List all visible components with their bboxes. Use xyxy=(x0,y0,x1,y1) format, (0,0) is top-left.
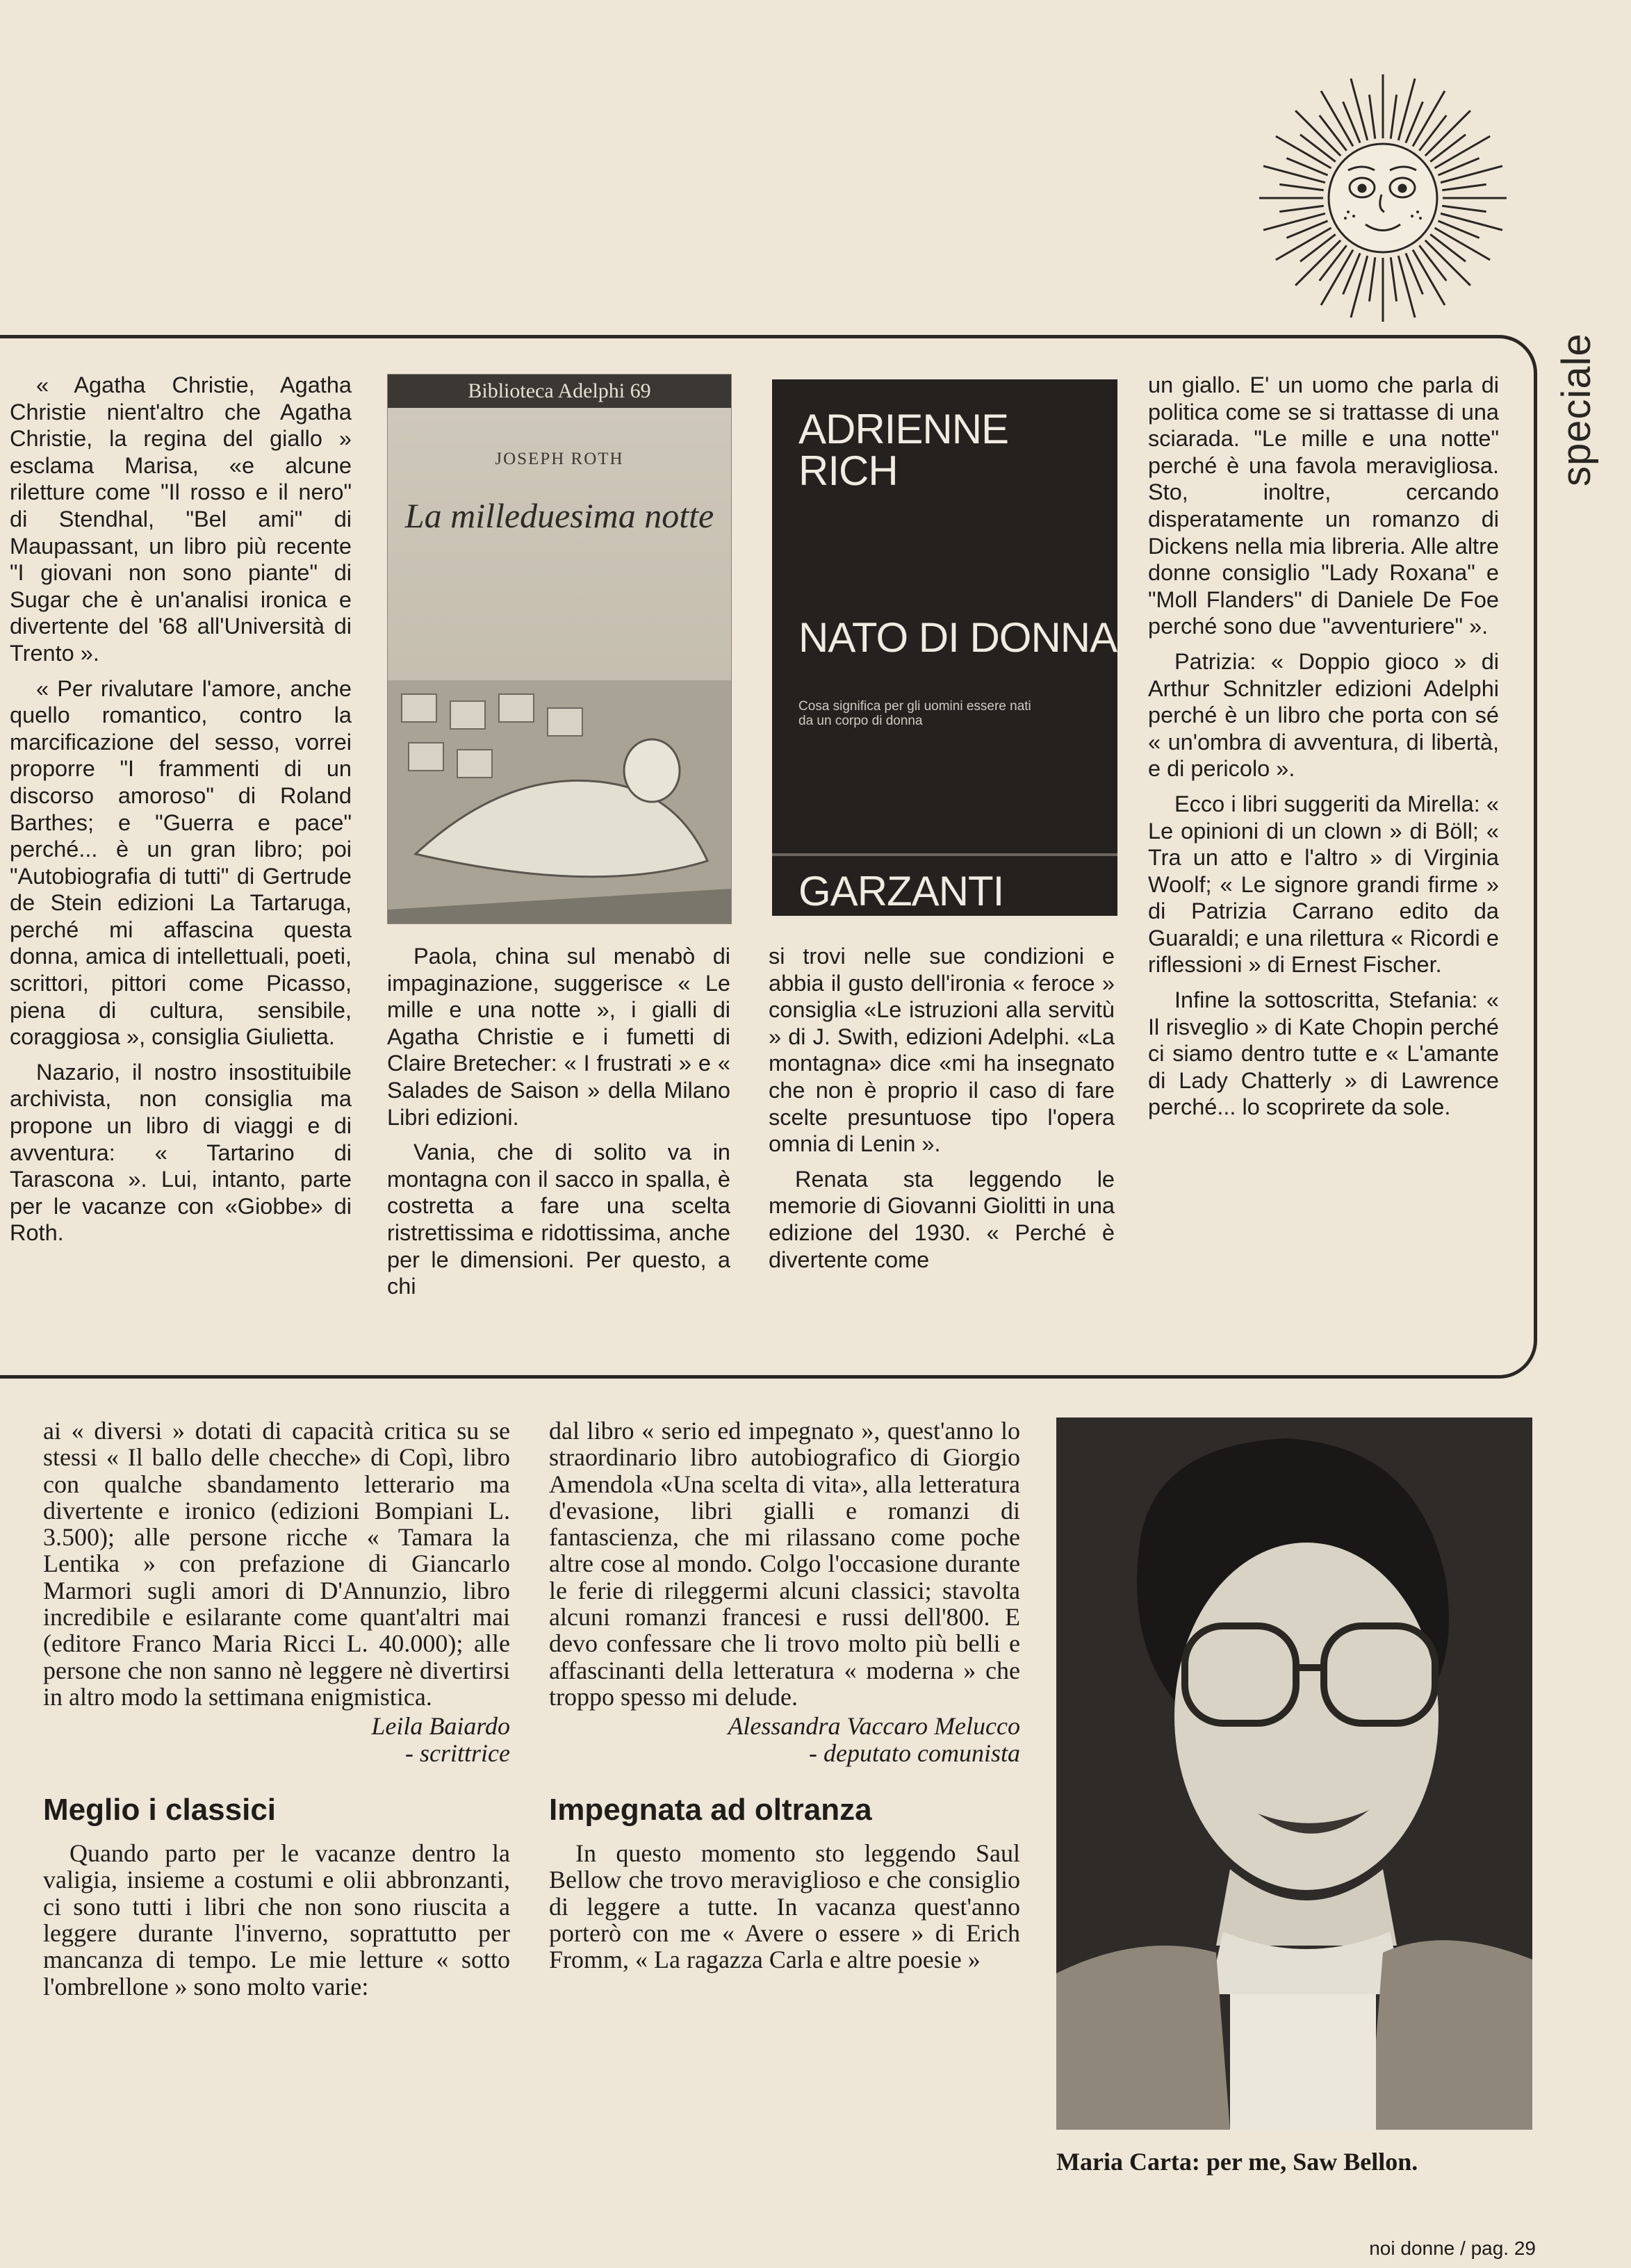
sun-ray xyxy=(1279,184,1323,190)
box-column-4 xyxy=(1148,372,1499,1129)
paragraph: un giallo. E' un uomo che parla di politica come se si trattasse di una sciarada. "Le mille e una notte" perché è una favola meravigliosa. Sto, inoltre, cercando disperatamente un romanzo di Dickens nella mia libreria. Alle altre donne consiglio "Lady Roxana" e "Moll Flanders" di Daniele De Foe perché sono due "avventuriere" ». xyxy=(1148,372,1499,639)
signature-role: - scrittrice xyxy=(405,1739,510,1767)
paragraph: Quando parto per le vacanze dentro la valigia, insieme a costumi e olii abbronzanti, ci sono tutti i libri che non sono riuscita a leggere durante l'inverno, soprattutto per mancanza di tempo. Le mie letture « sotto l'ombrellone » sono molto varie: xyxy=(43,1839,510,2000)
paragraph: « Agatha Christie, Agatha Christie nient'altro che Agatha Christie, la regina del giallo » esclama Marisa, «e alcune riletture come "Il rosso e il nero" di Stendhal, "Bel ami" di Maupassant, un libro più recente "I giovani non sono piante" di Sugar che è un'analisi ironica e divertente del '68 all'Università di Trento ». xyxy=(10,372,352,666)
sun-ray xyxy=(1438,158,1479,175)
sun-ray xyxy=(1263,166,1325,183)
sun-ray xyxy=(1263,213,1325,230)
paragraph: « Per rivalutare l'amore, anche quello romantico, contro la marcificazione del sesso, vorrei proporre "I frammenti di un discorso amoroso" di Roland Barthes; e "Guerra e pace" perché... è un gran libro; poi "Autobiografia di tutti" di Gertrude de Stein edizioni La Tartaruga, perché mi affascina questa donna, amica di intellettuali, poeti, scrittori, pittori come Picasso, piena di cultura, sensibile, coraggiosa », consiglia Giulietta. xyxy=(10,675,352,1050)
box-column-1 xyxy=(10,372,352,1255)
sun-ray xyxy=(1320,245,1347,281)
sun-ray xyxy=(1430,234,1466,261)
lower-column-middle xyxy=(549,1418,1020,1982)
signature-name: Alessandra Vaccaro Melucco xyxy=(728,1712,1020,1741)
paragraph: Infine la sottoscritta, Stefania: « Il risveglio » di Kate Chopin perché ci siamo dentro tutte e « L'amante di Lady Chatterly » di Lawrence perché... lo scoprirete da sole. xyxy=(1148,987,1499,1120)
paragraph: ai « diversi » dotati di capacità critica su se stessi « Il ballo delle checche» di Copì, libro con qualche sbandamento letterario ma divertente e ironico (edizioni Bompiani L. 3.500); alle persone ricche « Tamara la Lentika » con prefazione di Giancarlo Marmori sugli amori di D'Annunzio, libro incredibile e esilarante come quant'altri mai (editore Franco Maria Ricci L. 40.000); alle persone che non sanno nè leggere nè divertirsi in altro modo la settimana enigmistica. xyxy=(43,1417,510,1711)
paragraph: In questo momento sto leggendo Saul Bellow che trovo meraviglioso e che consiglio di leggere a tutte. In vacanza quest'anno porterò con me « Avere o essere » di Erich Fromm, « La ragazza Carla e altre poesie » xyxy=(549,1839,1020,1974)
section-heading: Meglio i classici xyxy=(43,1792,277,1827)
book-title: NATO DI DONNA xyxy=(798,614,1117,661)
sun-ray xyxy=(1441,166,1502,183)
sun-ray xyxy=(1286,158,1327,175)
book-title: La milleduesima notte xyxy=(404,496,714,535)
paragraph: Vania, che di solito va in montagna con il sacco in spalla, è costretta a fare una scelta ristrettissima e ridottissima, anche per le dimensioni. Per questo, a chi xyxy=(387,1140,730,1299)
sun-ray xyxy=(1286,221,1327,238)
paragraph: Renata sta leggendo le memorie di Giovanni Giolitti in una edizione del 1930. « Perché è divertente come xyxy=(769,1166,1115,1272)
page-footer: noi donne / pag. 29 xyxy=(1369,2237,1536,2259)
sun-ray xyxy=(1419,245,1446,281)
sun-ray xyxy=(1441,213,1502,230)
sun-ray xyxy=(1343,253,1360,294)
paragraph: si trovi nelle sue condizioni e abbia il gusto dell'ironia « feroce » consiglia «Le istruzioni alla servitù » di J. Swith, edizioni Adelphi. «La montagna» dice «mi ha insegnato che non è proprio il caso di fare scelte presuntuose tipo l'opera omnia di Lenin ». xyxy=(769,944,1115,1157)
sun-ray xyxy=(1391,94,1396,138)
sun-ray xyxy=(1279,206,1323,211)
sun-ray xyxy=(1406,253,1423,294)
sun-ray xyxy=(1438,221,1479,238)
sun-ray xyxy=(1300,135,1336,162)
book-series-label: Biblioteca Adelphi 69 xyxy=(388,375,731,408)
photo-caption: Maria Carta: per me, Saw Bellon. xyxy=(1056,2148,1418,2176)
sun-ray xyxy=(1369,257,1375,301)
paragraph: Nazario, il nostro insostituibile archivista, non consiglia ma propone un libro di viaggi e di avventura: « Tartarino di Tarascona ». Lui, intanto, parte per le vacanze con «Giobbe» di Roth. xyxy=(10,1059,352,1246)
book-cover-nato-di-donna xyxy=(772,379,1117,916)
sun-ray xyxy=(1406,101,1423,142)
box-column-2 xyxy=(387,943,730,1308)
sun-ray xyxy=(1351,79,1368,140)
portrait-photo xyxy=(1056,1418,1532,2130)
signature-role: - deputato comunista xyxy=(809,1739,1020,1767)
book-subtitle: Cosa significa per gli uomini essere nati da un corpo di donna xyxy=(798,699,1031,728)
sun-ray xyxy=(1300,234,1336,261)
sun-illustration xyxy=(1251,66,1515,330)
cover-divider xyxy=(772,853,1117,856)
paragraph: dal libro « serio ed impegnato », quest'anno lo straordinario libro autobiografico di Giorgio Amendola «Una scelta di vita», alla letteratura d'evasione, libri gialli e romanzi di fantascienza, che mi rilassano come poche altre cose al mondo. Colgo l'occasione durante le ferie di rileggermi alcuni classici; stavolta alcuni romanzi francesi e russi dell'800. E devo confessare che li trovo molto più belli e affascinanti della letteratura « moderna » che troppo spesso mi delude. xyxy=(549,1417,1020,1711)
paragraph: Patrizia: « Doppio gioco » di Arthur Schnitzler edizioni Adelphi perché è un libro che porta con sé « un'ombra di avventura, di libertà, e di pericolo ». xyxy=(1148,648,1499,782)
book-publisher: GARZANTI xyxy=(798,868,1004,914)
sun-ray xyxy=(1351,256,1368,318)
book-author: ADRIENNE RICH xyxy=(798,406,1009,494)
sun-ray xyxy=(1320,115,1347,151)
cover-illustration xyxy=(388,680,731,923)
sun-ray xyxy=(1442,184,1486,190)
sun-ray xyxy=(1430,135,1466,162)
book-cover-milleduesima-notte xyxy=(387,374,732,924)
paragraph: Ecco i libri suggeriti da Mirella: « Le opinioni di un clown » di Böll; « Tra un atto e l'altro » di Virginia Woolf; « Le signore grandi firme » di Patrizia Carrano edito da Guaraldi; e una rilettura « Ricordi e riflessioni » di Ernest Fischer. xyxy=(1148,791,1499,978)
sun-ray xyxy=(1343,101,1360,142)
sun-ray xyxy=(1391,257,1396,301)
section-tag: speciale xyxy=(1554,333,1599,486)
sun-ray xyxy=(1398,79,1415,140)
paragraph: Paola, china sul menabò di impaginazione, suggerisce « Le mille e una notte », i gialli di Agatha Christie e i fumetti di Claire Bretecher: « I frustrati » e « Salades de Saison » della Milano Libri edizioni. xyxy=(387,944,730,1130)
sun-ray xyxy=(1369,94,1375,138)
sun-ray xyxy=(1419,115,1446,151)
section-heading: Impegnata ad oltranza xyxy=(549,1792,872,1827)
lower-column-left xyxy=(43,1418,510,2008)
sun-ray xyxy=(1398,256,1415,318)
box-column-3 xyxy=(769,943,1115,1281)
book-author: JOSEPH ROTH xyxy=(495,450,624,468)
sun-ray xyxy=(1442,206,1486,211)
signature-name: Leila Baiardo xyxy=(371,1712,510,1741)
